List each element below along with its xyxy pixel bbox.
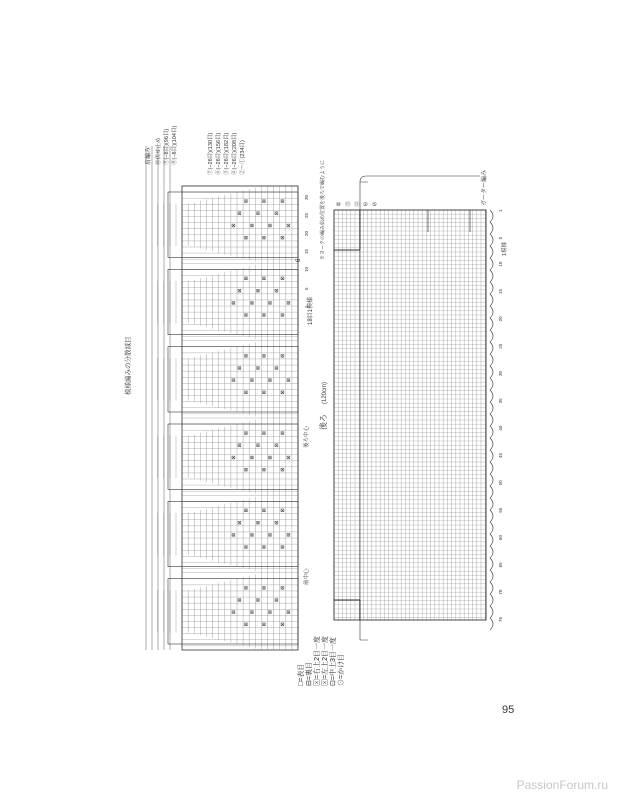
scallop-edge: [490, 426, 493, 438]
stitch-symbol: ⊠: [273, 443, 280, 448]
scallop-edge: [490, 390, 493, 402]
scallop-edge: [490, 354, 493, 366]
yoke-row-tick: 30: [304, 194, 309, 200]
legend-item: [336, 654, 346, 686]
stitch-symbol: ⊠: [261, 235, 268, 240]
scallop-edge: [490, 222, 493, 234]
body-stitch-tick: 60: [498, 534, 503, 540]
body-stitch-tick: 30: [498, 370, 503, 376]
legend-text: =かけ目: [338, 653, 345, 679]
stitch-symbol: ⊠: [243, 390, 250, 395]
stitch-symbol: ⊠: [249, 610, 256, 615]
scallop-edge: [490, 294, 493, 306]
stitch-symbol: ⊠: [255, 443, 262, 448]
scallop-edge: [490, 618, 493, 630]
scallop-edge: [490, 450, 493, 462]
watermark: PassionForum.ru: [516, 778, 608, 792]
yoke-side-note: ⑥(−26目)(156目): [216, 132, 222, 175]
stitch-symbol: ⊠: [243, 312, 250, 318]
stitch-symbol: ⊠: [243, 544, 250, 550]
stitch-symbol: ⊠: [273, 597, 280, 603]
body-band-note: ガーター編み: [482, 169, 488, 206]
stitch-symbol: ⊠: [249, 378, 256, 383]
stitch-symbol: ⊠: [261, 508, 268, 513]
stitch-symbol: ⊠: [279, 430, 286, 436]
yoke-row-tick: 5: [304, 287, 309, 290]
scallop-edge: [490, 462, 493, 474]
stitch-symbol: ⊠: [279, 353, 286, 358]
stitch-symbol: ⊠: [261, 198, 268, 204]
body-row-mark: ⑮: [345, 202, 351, 208]
scallop-edge: [490, 582, 493, 594]
stitch-symbol: ⊠: [286, 532, 292, 537]
stitch-symbol: ⊠: [261, 276, 268, 281]
stitch-symbol: ⊠: [279, 235, 286, 240]
body-stitch-tick: 20: [498, 316, 503, 322]
stitch-symbol: ⊠: [286, 223, 292, 228]
stitch-symbol: ⊠: [273, 288, 280, 293]
stitch-symbol: ⊠: [237, 520, 244, 525]
scallop-edge: [490, 306, 493, 318]
stitch-symbol: ⊠: [279, 467, 286, 472]
body-stitch-tick: 50: [498, 480, 503, 486]
scallop-edge: [490, 414, 493, 426]
stitch-symbol: ⊠: [261, 467, 268, 472]
yoke-top-note: ⑧(−8目)(104目): [172, 125, 178, 165]
stitch-symbol: ⊠: [261, 622, 268, 627]
stitch-symbol: ⊠: [237, 211, 244, 216]
stitch-symbol: ⊠: [231, 532, 238, 537]
yoke-top-note: ⑨(−8目)(96目): [164, 128, 170, 165]
legend-symbol: ⊟: [306, 680, 313, 686]
scallop-edge: [490, 342, 493, 354]
stitch-symbol: ⊠: [249, 532, 256, 537]
stitch-symbol: ⊠: [279, 508, 286, 513]
scallop-edge: [490, 402, 493, 414]
yoke-heading-top: 肩編み: [146, 146, 152, 165]
scallop-edge: [490, 594, 493, 606]
yoke-center-back: 後ろ中心: [304, 425, 310, 448]
scallop-edge: [490, 606, 493, 618]
yoke-labels: [123, 126, 508, 627]
body-stitch-tick: 65: [498, 562, 503, 568]
stitch-symbol: ⊠: [279, 312, 286, 318]
yoke-repeat-note: 18目1模様: [308, 296, 314, 325]
stitch-symbol: ⊠: [261, 544, 268, 550]
yoke-repeat-count: 6: [296, 258, 302, 262]
stitch-symbol: ⊠: [231, 300, 238, 305]
body-stitch-tick: 10: [498, 261, 503, 267]
stitch-symbol: ⊠: [231, 378, 238, 383]
scallop-edge: [490, 234, 493, 246]
stitch-symbol: ⊠: [243, 622, 250, 627]
yoke-heading-left: 模様編みの分散減目: [125, 336, 132, 395]
stitch-symbol: ⊠: [279, 544, 286, 550]
stitch-symbol: ⊠: [243, 430, 250, 436]
yoke-row-tick: 1: [304, 305, 309, 308]
body-bracket: [360, 176, 480, 640]
stitch-symbol: ⊠: [255, 597, 262, 603]
stitch-symbol: ⊠: [279, 585, 286, 590]
body-stitch-tick: 15: [498, 288, 503, 294]
scallop-edge: [490, 534, 493, 546]
scallop-edge: [490, 258, 493, 270]
stitch-symbol: ⊠: [249, 223, 256, 228]
stitch-symbol: ⊠: [237, 597, 244, 603]
scallop-edge: [490, 546, 493, 558]
stitch-symbol: ⊠: [279, 198, 286, 204]
stitch-symbol: ⊠: [243, 276, 250, 281]
legend-symbol: ⊙: [338, 679, 345, 686]
stitch-symbol: ⊠: [267, 300, 274, 305]
stitch-symbol: ⊠: [243, 198, 250, 204]
stitch-symbol: ⊠: [231, 455, 238, 460]
legend-symbol: ⊠: [314, 679, 321, 686]
stitch-symbol: ⊠: [243, 467, 250, 472]
scallop-edge: [490, 438, 493, 450]
scallop-edge: [490, 570, 493, 582]
body-title: 後ろ: [319, 414, 328, 430]
stitch-symbol: ⊠: [286, 610, 292, 615]
scallop-edge: [490, 210, 493, 222]
body-row-mark: ②: [363, 202, 368, 208]
legend-text: =中上3目一度: [330, 637, 337, 681]
stitch-symbol: ⊠: [243, 235, 250, 240]
stitch-symbol: ⊠: [243, 508, 250, 513]
stitch-symbol: ⊠: [261, 585, 268, 590]
legend-symbol: □: [298, 681, 305, 686]
stitch-symbol: ⊠: [237, 365, 244, 371]
body-stitch-tick: 5: [498, 236, 503, 240]
scallop-edge: [490, 246, 493, 258]
yoke-top-note: ⑩伏せ止め: [156, 137, 162, 165]
body-rib-note: 1模様: [502, 241, 508, 256]
stitch-symbol: ⊠: [237, 443, 244, 448]
stitch-symbol: ⊠: [286, 300, 292, 305]
stitch-symbol: ⊠: [261, 430, 268, 436]
body-stitch-tick: 70: [498, 589, 503, 595]
stitch-symbol: ⊠: [279, 622, 286, 627]
body-stitch-tick: 1: [498, 209, 503, 212]
body-yoke-note: ※ヨークの編み始め位置を後ろで編むように: [320, 160, 326, 260]
yoke-row-tick: 10: [304, 266, 309, 272]
stitch-symbol: ⊠: [279, 276, 286, 281]
scallop-edge: [490, 318, 493, 330]
scallop-edge: [490, 366, 493, 378]
stitch-symbol: ⊠: [261, 312, 268, 318]
legend-text: =表目: [298, 663, 305, 682]
stitch-symbol: ⊠: [267, 455, 274, 460]
yoke-row-tick: 15: [304, 248, 309, 254]
yoke-center-front: 前中心: [304, 568, 310, 585]
yoke-row-tick: 25: [304, 212, 309, 218]
stitch-symbol: ⊠: [231, 610, 238, 615]
stitch-symbol: ⊠: [261, 353, 268, 358]
stitch-symbol: ⊠: [286, 378, 292, 383]
stitch-symbol: ⊠: [267, 532, 274, 537]
stitch-symbol: ⊠: [267, 610, 274, 615]
scallop-edge: [490, 330, 493, 342]
yoke-side-note: ⑦(−26目)(130目): [208, 132, 214, 175]
body-row-mark: ⑪: [354, 202, 360, 208]
scallop-edge: [490, 558, 493, 570]
legend-text: =裏目: [306, 662, 313, 681]
scallop-edge: [490, 378, 493, 390]
body-row-mark: ⑩: [336, 202, 341, 208]
stitch-symbol: ⊠: [273, 520, 280, 525]
body-stitch-tick: 76: [498, 616, 503, 622]
body-stitch-tick: 55: [498, 507, 503, 513]
stitch-symbol: ⊠: [267, 223, 274, 228]
body-row-mark: ⑤: [372, 202, 377, 208]
stitch-symbol: ⊠: [249, 455, 256, 460]
body-stitch-tick: 45: [498, 452, 503, 458]
yoke-side-note: ②〜①(234目): [240, 140, 246, 175]
scallop-edge: [490, 498, 493, 510]
stitch-symbol: ⊠: [255, 211, 262, 216]
stitch-symbol: ⊠: [273, 211, 280, 216]
legend-symbol: ⊡: [330, 680, 337, 686]
scallop-edge: [490, 282, 493, 294]
page-number: 95: [502, 704, 515, 716]
yoke-side-note: ⑤(−26目)(182目): [224, 132, 230, 175]
scallop-edge: [490, 486, 493, 498]
scallop-edge: [490, 270, 493, 282]
scallop-edge: [490, 510, 493, 522]
stitch-symbol: ⊠: [243, 353, 250, 358]
legend-symbol: ⊠: [322, 679, 329, 686]
stitch-symbol: ⊠: [286, 455, 292, 460]
stitch-symbol: ⊠: [243, 585, 250, 590]
stitch-symbol: ⊠: [255, 520, 262, 525]
body-stitch-tick: 40: [498, 425, 503, 431]
stitch-symbol: ⊠: [231, 223, 238, 228]
stitch-symbol: ⊠: [267, 378, 274, 383]
legend-text: =左上2目一度: [322, 636, 329, 679]
body-size: (120cm): [322, 381, 328, 404]
stitch-symbol: ⊠: [237, 288, 244, 293]
stitch-symbol: ⊠: [273, 365, 280, 371]
stitch-symbol: ⊠: [261, 390, 268, 395]
body-stitch-tick: 35: [498, 398, 503, 404]
stitch-symbol: ⊠: [279, 390, 286, 395]
yoke-side-note: ④(−26目)(208目): [232, 132, 238, 175]
stitch-symbol: ⊠: [249, 300, 256, 305]
legend: [296, 628, 356, 688]
yoke-row-tick: 20: [304, 230, 309, 236]
scallop-edge: [490, 522, 493, 534]
stitch-symbol: ⊠: [255, 288, 262, 293]
stitch-symbol: ⊠: [255, 365, 262, 371]
body-stitch-tick: 25: [498, 343, 503, 349]
scallop-edge: [490, 474, 493, 486]
legend-text: =右上2目一度: [314, 636, 321, 679]
